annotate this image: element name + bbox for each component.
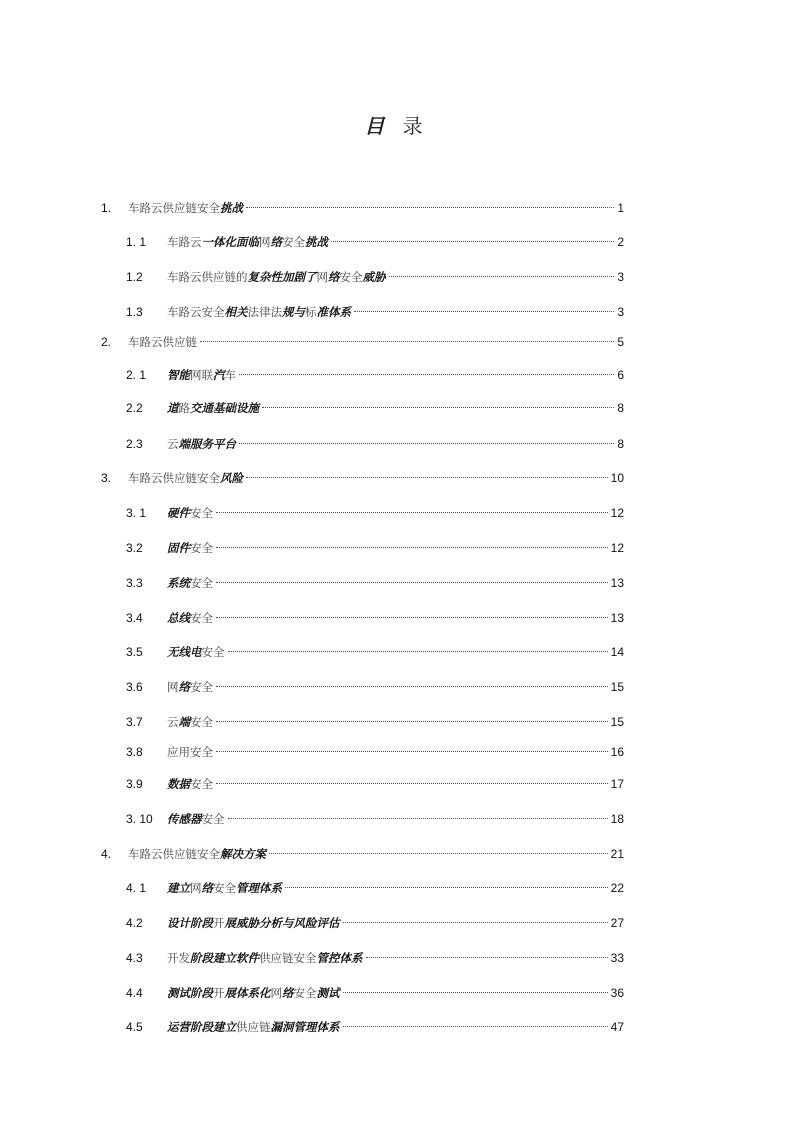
toc-dot-leader (343, 992, 608, 993)
toc-entry-number: 3.9 (126, 777, 143, 791)
toc-entry[interactable] (126, 1018, 624, 1036)
toc-entry-page: 33 (610, 951, 624, 965)
toc-entry-number: 2. (101, 335, 112, 349)
toc-entry[interactable] (126, 775, 624, 793)
toc-dot-leader (269, 853, 608, 854)
toc-entry-page: 10 (610, 471, 624, 485)
title-part-2: 录 (402, 114, 429, 138)
toc-entry-title: 道路交通基础设施 (167, 401, 259, 415)
toc-entry-page: 21 (610, 847, 624, 861)
toc-entry-title: 网络安全 (167, 680, 213, 694)
toc-entry-title: 车路云供应链安全解决方案 (128, 847, 266, 861)
toc-entry-number: 2. 1 (126, 368, 147, 382)
toc-entry-page: 16 (610, 745, 624, 759)
title-part-1: 目 (364, 114, 391, 138)
toc-entry-title: 运营阶段建立供应链漏洞管理体系 (167, 1020, 340, 1034)
toc-entry-title: 传感器安全 (167, 812, 225, 826)
toc-entry-title: 车路云供应链安全挑战 (128, 201, 243, 215)
toc-entry-page: 27 (610, 916, 624, 930)
toc-entry-title: 测试阶段开展体系化网络安全测试 (167, 986, 340, 1000)
toc-entry-title: 系统安全 (167, 576, 213, 590)
toc-entry[interactable] (126, 233, 624, 251)
toc-dot-leader (216, 512, 608, 513)
toc-dot-leader (343, 922, 608, 923)
toc-entry-number: 4.4 (126, 986, 143, 1000)
toc-entry-number: 4.5 (126, 1020, 143, 1034)
toc-entry[interactable] (126, 574, 624, 592)
toc-entry[interactable] (126, 643, 624, 661)
toc-entry-title: 车路云一体化面临网络安全挑战 (167, 235, 328, 249)
toc-entry[interactable] (101, 199, 624, 217)
toc-entry-title: 总线安全 (167, 611, 213, 625)
toc-entry-number: 3.2 (126, 541, 143, 555)
toc-entry-number: 3.7 (126, 715, 143, 729)
toc-entry-page: 8 (617, 401, 624, 415)
toc-entry[interactable] (126, 743, 624, 761)
toc-dot-leader (239, 443, 614, 444)
toc-entry-page: 5 (617, 335, 624, 349)
toc-entry-title: 云端服务平台 (167, 437, 236, 451)
toc-dot-leader (354, 311, 614, 312)
toc-entry-title: 设计阶段开展威胁分析与风险评估 (167, 916, 340, 930)
toc-entry-number: 4.2 (126, 916, 143, 930)
toc-entry[interactable] (126, 504, 624, 522)
toc-entry-number: 3.4 (126, 611, 143, 625)
toc-dot-leader (343, 1026, 608, 1027)
toc-entry-title: 车路云供应链安全风险 (128, 471, 243, 485)
toc-dot-leader (228, 818, 608, 819)
toc-dot-leader (366, 957, 608, 958)
toc-entry-page: 8 (617, 437, 624, 451)
toc-entry-title: 建立网络安全管理体系 (167, 881, 282, 895)
toc-entry-number: 3.6 (126, 680, 143, 694)
toc-entry-page: 18 (610, 812, 624, 826)
toc-dot-leader (331, 241, 614, 242)
toc-entry-number: 1. 1 (126, 235, 147, 249)
toc-entry[interactable] (101, 469, 624, 487)
toc-entry[interactable] (126, 399, 624, 417)
toc-dot-leader (246, 207, 614, 208)
toc-entry-title: 数据安全 (167, 777, 213, 791)
toc-entry-number: 3. 1 (126, 506, 147, 520)
toc-entry[interactable] (126, 678, 624, 696)
toc-entry-page: 6 (617, 368, 624, 382)
toc-entry[interactable] (126, 366, 624, 384)
toc-entry[interactable] (126, 984, 624, 1002)
toc-dot-leader (216, 686, 608, 687)
toc-entry-title: 硬件安全 (167, 506, 213, 520)
toc-entry-number: 4. (101, 847, 112, 861)
toc-entry-page: 12 (610, 506, 624, 520)
toc-entry-number: 3.5 (126, 645, 143, 659)
toc-entry-page: 22 (610, 881, 624, 895)
toc-dot-leader (200, 341, 614, 342)
toc-entry-page: 15 (610, 715, 624, 729)
toc-entry-title: 车路云供应链的复杂性加剧了网络安全威胁 (167, 270, 386, 284)
toc-entry[interactable] (126, 879, 624, 897)
toc-entry-page: 14 (610, 645, 624, 659)
toc-entry-number: 2.2 (126, 401, 143, 415)
toc-entry-page: 47 (610, 1020, 624, 1034)
toc-entry-page: 36 (610, 986, 624, 1000)
toc-dot-leader (285, 887, 608, 888)
toc-entry-number: 2.3 (126, 437, 143, 451)
toc-entry-number: 3.8 (126, 745, 143, 759)
toc-dot-leader (216, 617, 608, 618)
toc-entry[interactable] (126, 949, 624, 967)
toc-entry-number: 1.2 (126, 270, 143, 284)
toc-entry[interactable] (101, 845, 624, 863)
toc-dot-leader (246, 477, 608, 478)
toc-dot-leader (216, 582, 608, 583)
toc-entry[interactable] (101, 333, 624, 351)
toc-entry-title: 车路云安全相关法律法规与标准体系 (167, 305, 351, 319)
toc-entry-title: 云端安全 (167, 715, 213, 729)
toc-entry-number: 3. (101, 471, 112, 485)
toc-entry[interactable] (126, 713, 624, 731)
toc-entry-title: 智能网联汽车 (167, 368, 236, 382)
toc-dot-leader (239, 374, 614, 375)
toc-entry-page: 12 (610, 541, 624, 555)
toc-entry-title: 应用安全 (167, 745, 213, 759)
toc-dot-leader (216, 547, 608, 548)
toc-entry-page: 1 (617, 201, 624, 215)
toc-entry[interactable] (126, 810, 624, 828)
toc-dot-leader (216, 751, 608, 752)
toc-entry-title: 车路云供应链 (128, 335, 197, 349)
toc-entry-page: 17 (610, 777, 624, 791)
toc-entry[interactable] (126, 435, 624, 453)
toc-entry[interactable] (126, 914, 624, 932)
toc-entry-number: 3. 10 (126, 812, 153, 826)
toc-entry-title: 固件安全 (167, 541, 213, 555)
toc-entry-page: 3 (617, 270, 624, 284)
toc-entry[interactable] (126, 303, 624, 321)
page-title (0, 110, 793, 139)
toc-entry-page: 3 (617, 305, 624, 319)
toc-entry-number: 1. (101, 201, 112, 215)
toc-entry[interactable] (126, 268, 624, 286)
toc-dot-leader (389, 276, 615, 277)
toc-entry-page: 2 (617, 235, 624, 249)
toc-entry-page: 15 (610, 680, 624, 694)
toc-dot-leader (228, 651, 608, 652)
toc-entry-page: 13 (610, 611, 624, 625)
toc-entry-number: 4. 1 (126, 881, 147, 895)
toc-entry[interactable] (126, 609, 624, 627)
toc-entry-title: 开发阶段建立软件供应链安全管控体系 (167, 951, 363, 965)
toc-entry-number: 3.3 (126, 576, 143, 590)
toc-entry-page: 13 (610, 576, 624, 590)
toc-entry-number: 4.3 (126, 951, 143, 965)
toc-dot-leader (216, 721, 608, 722)
toc-entry-number: 1.3 (126, 305, 143, 319)
toc-dot-leader (262, 407, 614, 408)
toc-dot-leader (216, 783, 608, 784)
toc-entry[interactable] (126, 539, 624, 557)
toc-entry-title: 无线电安全 (167, 645, 225, 659)
